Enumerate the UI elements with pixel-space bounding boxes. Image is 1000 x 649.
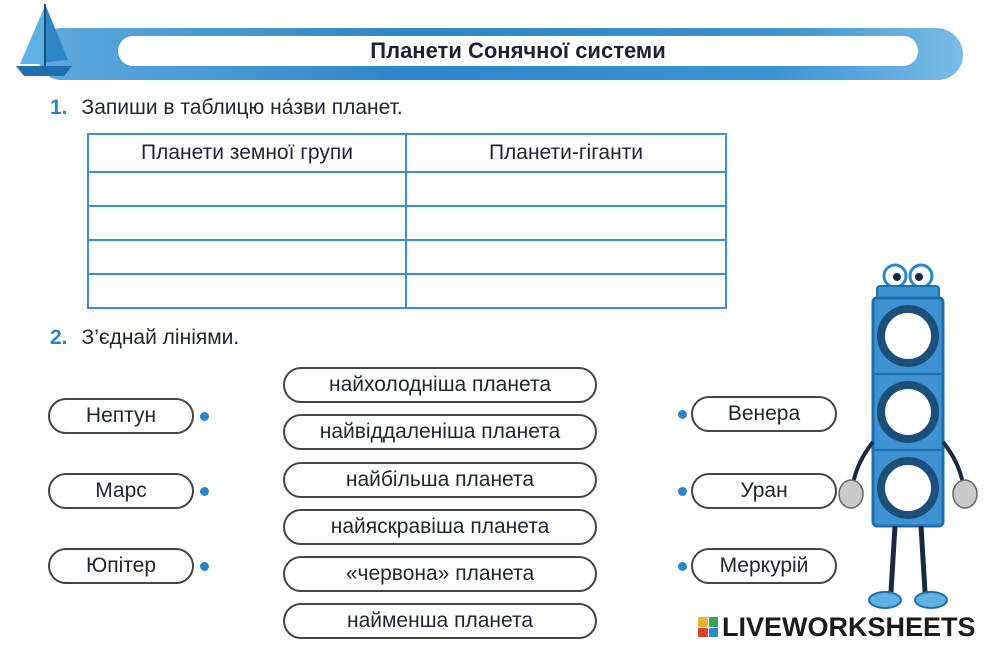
connector-dot[interactable] [200, 562, 209, 571]
description-brightest[interactable]: найяскравіша планета [283, 509, 597, 545]
liveworksheets-watermark [698, 612, 976, 642]
task-1-text: Запиши в таблицю на́зви планет. [81, 96, 403, 119]
table-header-terrestrial: Планети земної групи [88, 134, 406, 172]
task-1-instruction [50, 96, 403, 120]
table-row [88, 206, 726, 240]
description-largest[interactable]: найбільша планета [283, 462, 597, 498]
table-cell-input[interactable] [406, 172, 726, 206]
table-row [88, 172, 726, 206]
planet-left-mars[interactable]: Марс [48, 473, 194, 509]
task-2-number: 2. [50, 326, 68, 349]
sailboat-icon [8, 2, 78, 82]
planets-table [87, 133, 727, 309]
planet-right-venus[interactable]: Венера [691, 396, 837, 432]
connector-dot[interactable] [200, 487, 209, 496]
connector-dot[interactable] [200, 412, 209, 421]
connector-dot[interactable] [678, 562, 687, 571]
table-cell-input[interactable] [88, 206, 406, 240]
task-2-text: З’єднай лініями. [81, 326, 240, 349]
table-cell-input[interactable] [88, 274, 406, 308]
page-title: Планети Сонячної системи [118, 36, 918, 66]
connector-dot[interactable] [678, 410, 687, 419]
connector-dot[interactable] [678, 487, 687, 496]
watermark-text: LIVEWORKSHEETS [722, 611, 976, 642]
table-cell-input[interactable] [406, 206, 726, 240]
planet-left-neptune[interactable]: Нептун [48, 398, 194, 434]
table-cell-input[interactable] [406, 240, 726, 274]
description-coldest[interactable]: найхолодніша планета [283, 367, 597, 403]
description-farthest[interactable]: найвіддаленіша планета [283, 414, 597, 450]
table-row [88, 274, 726, 308]
task-2-instruction [50, 326, 239, 350]
description-smallest[interactable]: найменша планета [283, 603, 597, 639]
traffic-light-character-icon [835, 262, 985, 622]
table-header-row [88, 134, 726, 172]
table-row [88, 240, 726, 274]
liveworksheets-logo-icon [698, 617, 718, 637]
planet-right-uranus[interactable]: Уран [691, 473, 837, 509]
table-cell-input[interactable] [406, 274, 726, 308]
table-cell-input[interactable] [88, 240, 406, 274]
task-1-number: 1. [50, 96, 68, 119]
table-cell-input[interactable] [88, 172, 406, 206]
table-header-giants: Планети-гіганти [406, 134, 726, 172]
planet-left-jupiter[interactable]: Юпітер [48, 548, 194, 584]
description-red[interactable]: «червона» планета [283, 556, 597, 592]
planet-right-mercury[interactable]: Меркурій [691, 548, 837, 584]
